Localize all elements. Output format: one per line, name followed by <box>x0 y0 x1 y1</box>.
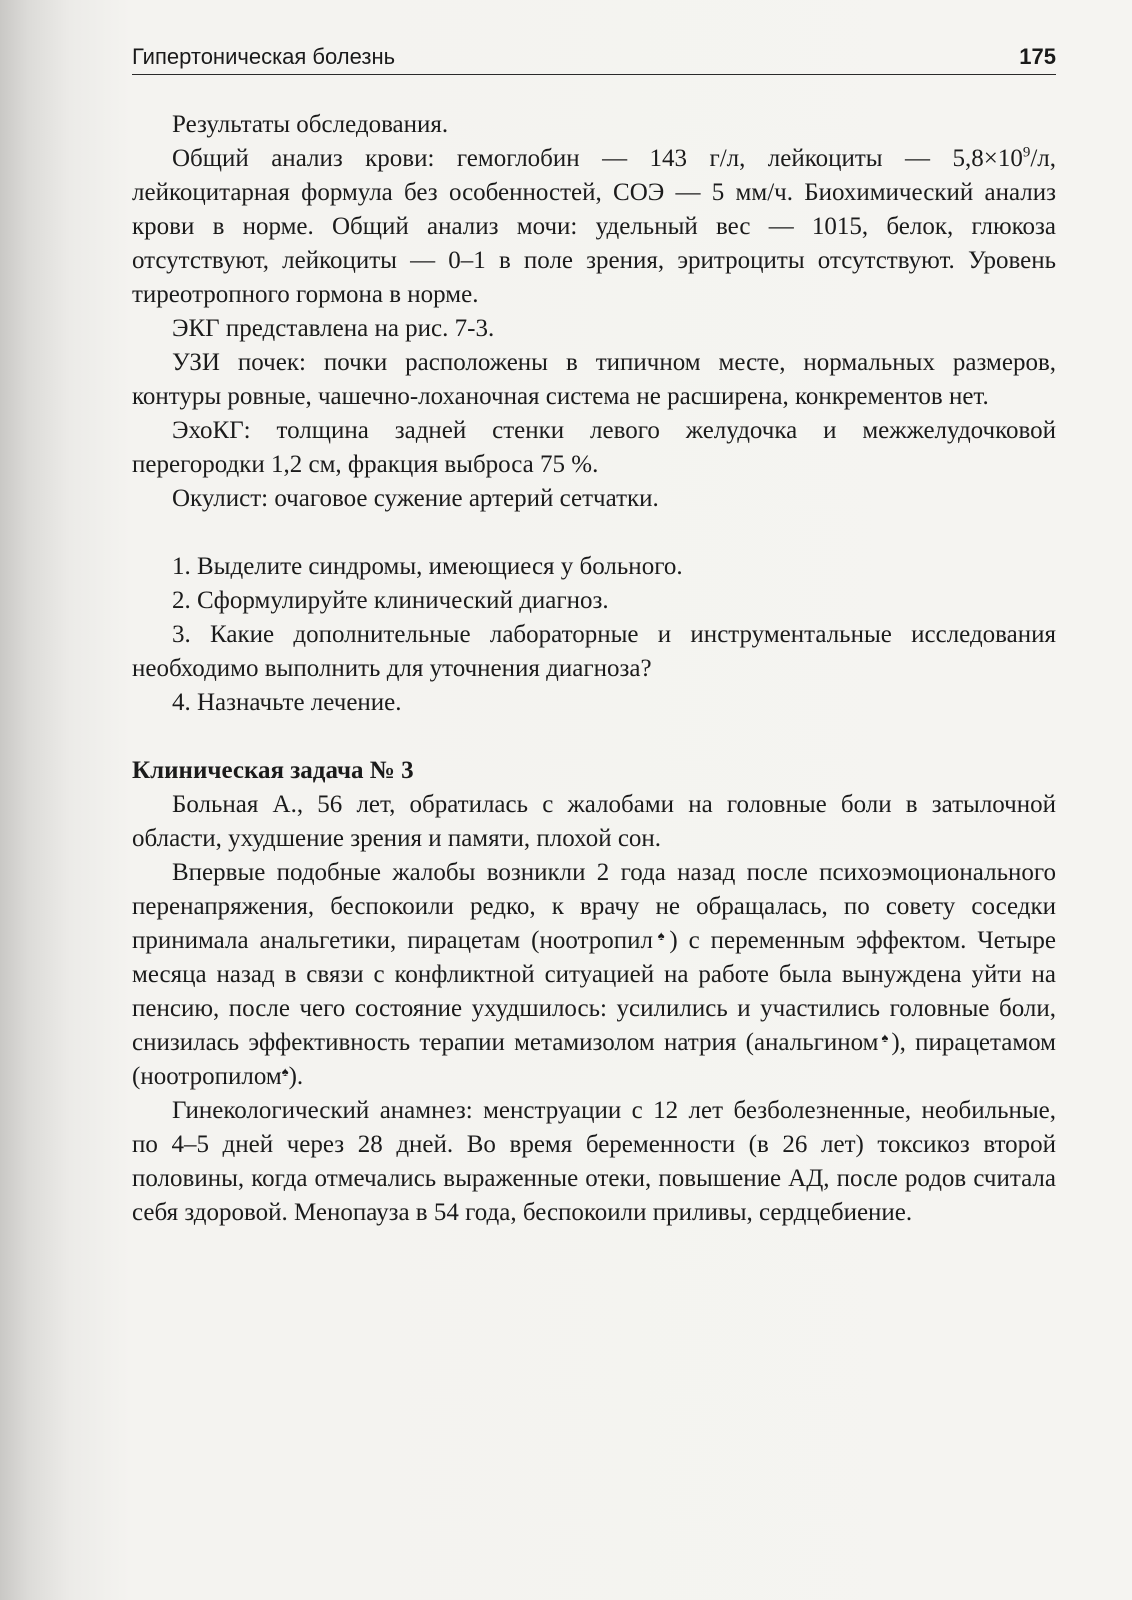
page-number: 175 <box>1019 44 1056 69</box>
results-title: Результаты обследования. <box>172 111 449 138</box>
trademark-icon: ♠ <box>653 928 670 943</box>
question-1: 1. Выделите синдромы, имеющиеся у больного. <box>172 553 683 580</box>
echocardiography-paragraph: ЭхоКГ: толщина задней стенки левого желудочка и межжелудочковой перегородки 1,2 см, фракция выброса 75 %. <box>132 417 1056 478</box>
history-text-a: Впервые подобные жалобы возникли 2 года назад после психоэмоционального перенапряжения, беспокоили редко, к врачу не обращалась, по совету соседки принимала анальгетики, пирацетам (ноотропил <box>132 859 1056 954</box>
trademark-icon: ♠ <box>878 1030 892 1045</box>
complaints-paragraph: Больная А., 56 лет, обратилась с жалобами на головные боли в затылочной области, ухудшение зрения и памяти, плохой сон. <box>132 791 1056 852</box>
gynecological-history-paragraph: Гинекологический анамнез: менструации с 12 лет безболезненные, необильные, по 4–5 дней через 28 дней. Во время беременности (в 26 лет) токсикоз второй половины, когда отмечались выраженные отеки, повышение АД, после родов считала себя здоровой. Менопауза в 54 года, беспокоили приливы, сердцебиение. <box>132 1097 1056 1226</box>
history-text-b: ) с переменным эффектом. Четыре месяца назад в связи с конфликтной ситуацией на работе была вынуждена уйти на пенсию, после чего состояние ухудшилось: усилились и участились головные боли, снизилась эффективность терапии метамизолом натрия (анальгином <box>132 927 1057 1056</box>
blood-test-exponent: 9 <box>1022 144 1031 161</box>
trademark-icon: ♠ <box>281 1064 289 1079</box>
history-paragraph <box>132 856 1056 1094</box>
question-3: 3. Какие дополнительные лабораторные и инструментальные исследования необходимо выполнить для уточнения диагноза? <box>132 621 1056 682</box>
page-body <box>132 108 1056 1230</box>
kidney-ultrasound-paragraph: УЗИ почек: почки расположены в типичном месте, нормальных размеров, контуры ровные, чашечно-лоханочная система не расширена, конкрементов нет. <box>132 349 1056 410</box>
history-text-c: ), пирацетамом (ноотропилом <box>132 1029 1056 1090</box>
section-heading: Клиническая задача № 3 <box>132 757 414 784</box>
page-header <box>132 40 1056 75</box>
running-title: Гипертоническая болезнь <box>132 44 396 69</box>
blood-test-text-a: Общий анализ крови: гемоглобин — 143 г/л, лейкоциты — 5,8×10 <box>172 145 1023 172</box>
blood-test-paragraph <box>132 142 1056 312</box>
question-2: 2. Сформулируйте клинический диагноз. <box>172 587 609 614</box>
spacer <box>132 720 1056 754</box>
history-text-d: ). <box>288 1063 304 1090</box>
spacer <box>132 516 1056 550</box>
ecg-paragraph: ЭКГ представлена на рис. 7-3. <box>172 315 495 342</box>
oculist-paragraph: Окулист: очаговое сужение артерий сетчатки. <box>172 485 659 512</box>
question-4: 4. Назначьте лечение. <box>172 689 402 716</box>
blood-test-text-b: /л, лейкоцитарная формула без особенностей, СОЭ — 5 мм/ч. Биохимический анализ крови в норме. Общий анализ мочи: удельный вес — 1015, белок, глюкоза отсутствуют, лейкоциты — 0–1 в поле зрения, эритроциты отсутствуют. Уровень тиреотропного гормона в норме. <box>132 145 1056 308</box>
